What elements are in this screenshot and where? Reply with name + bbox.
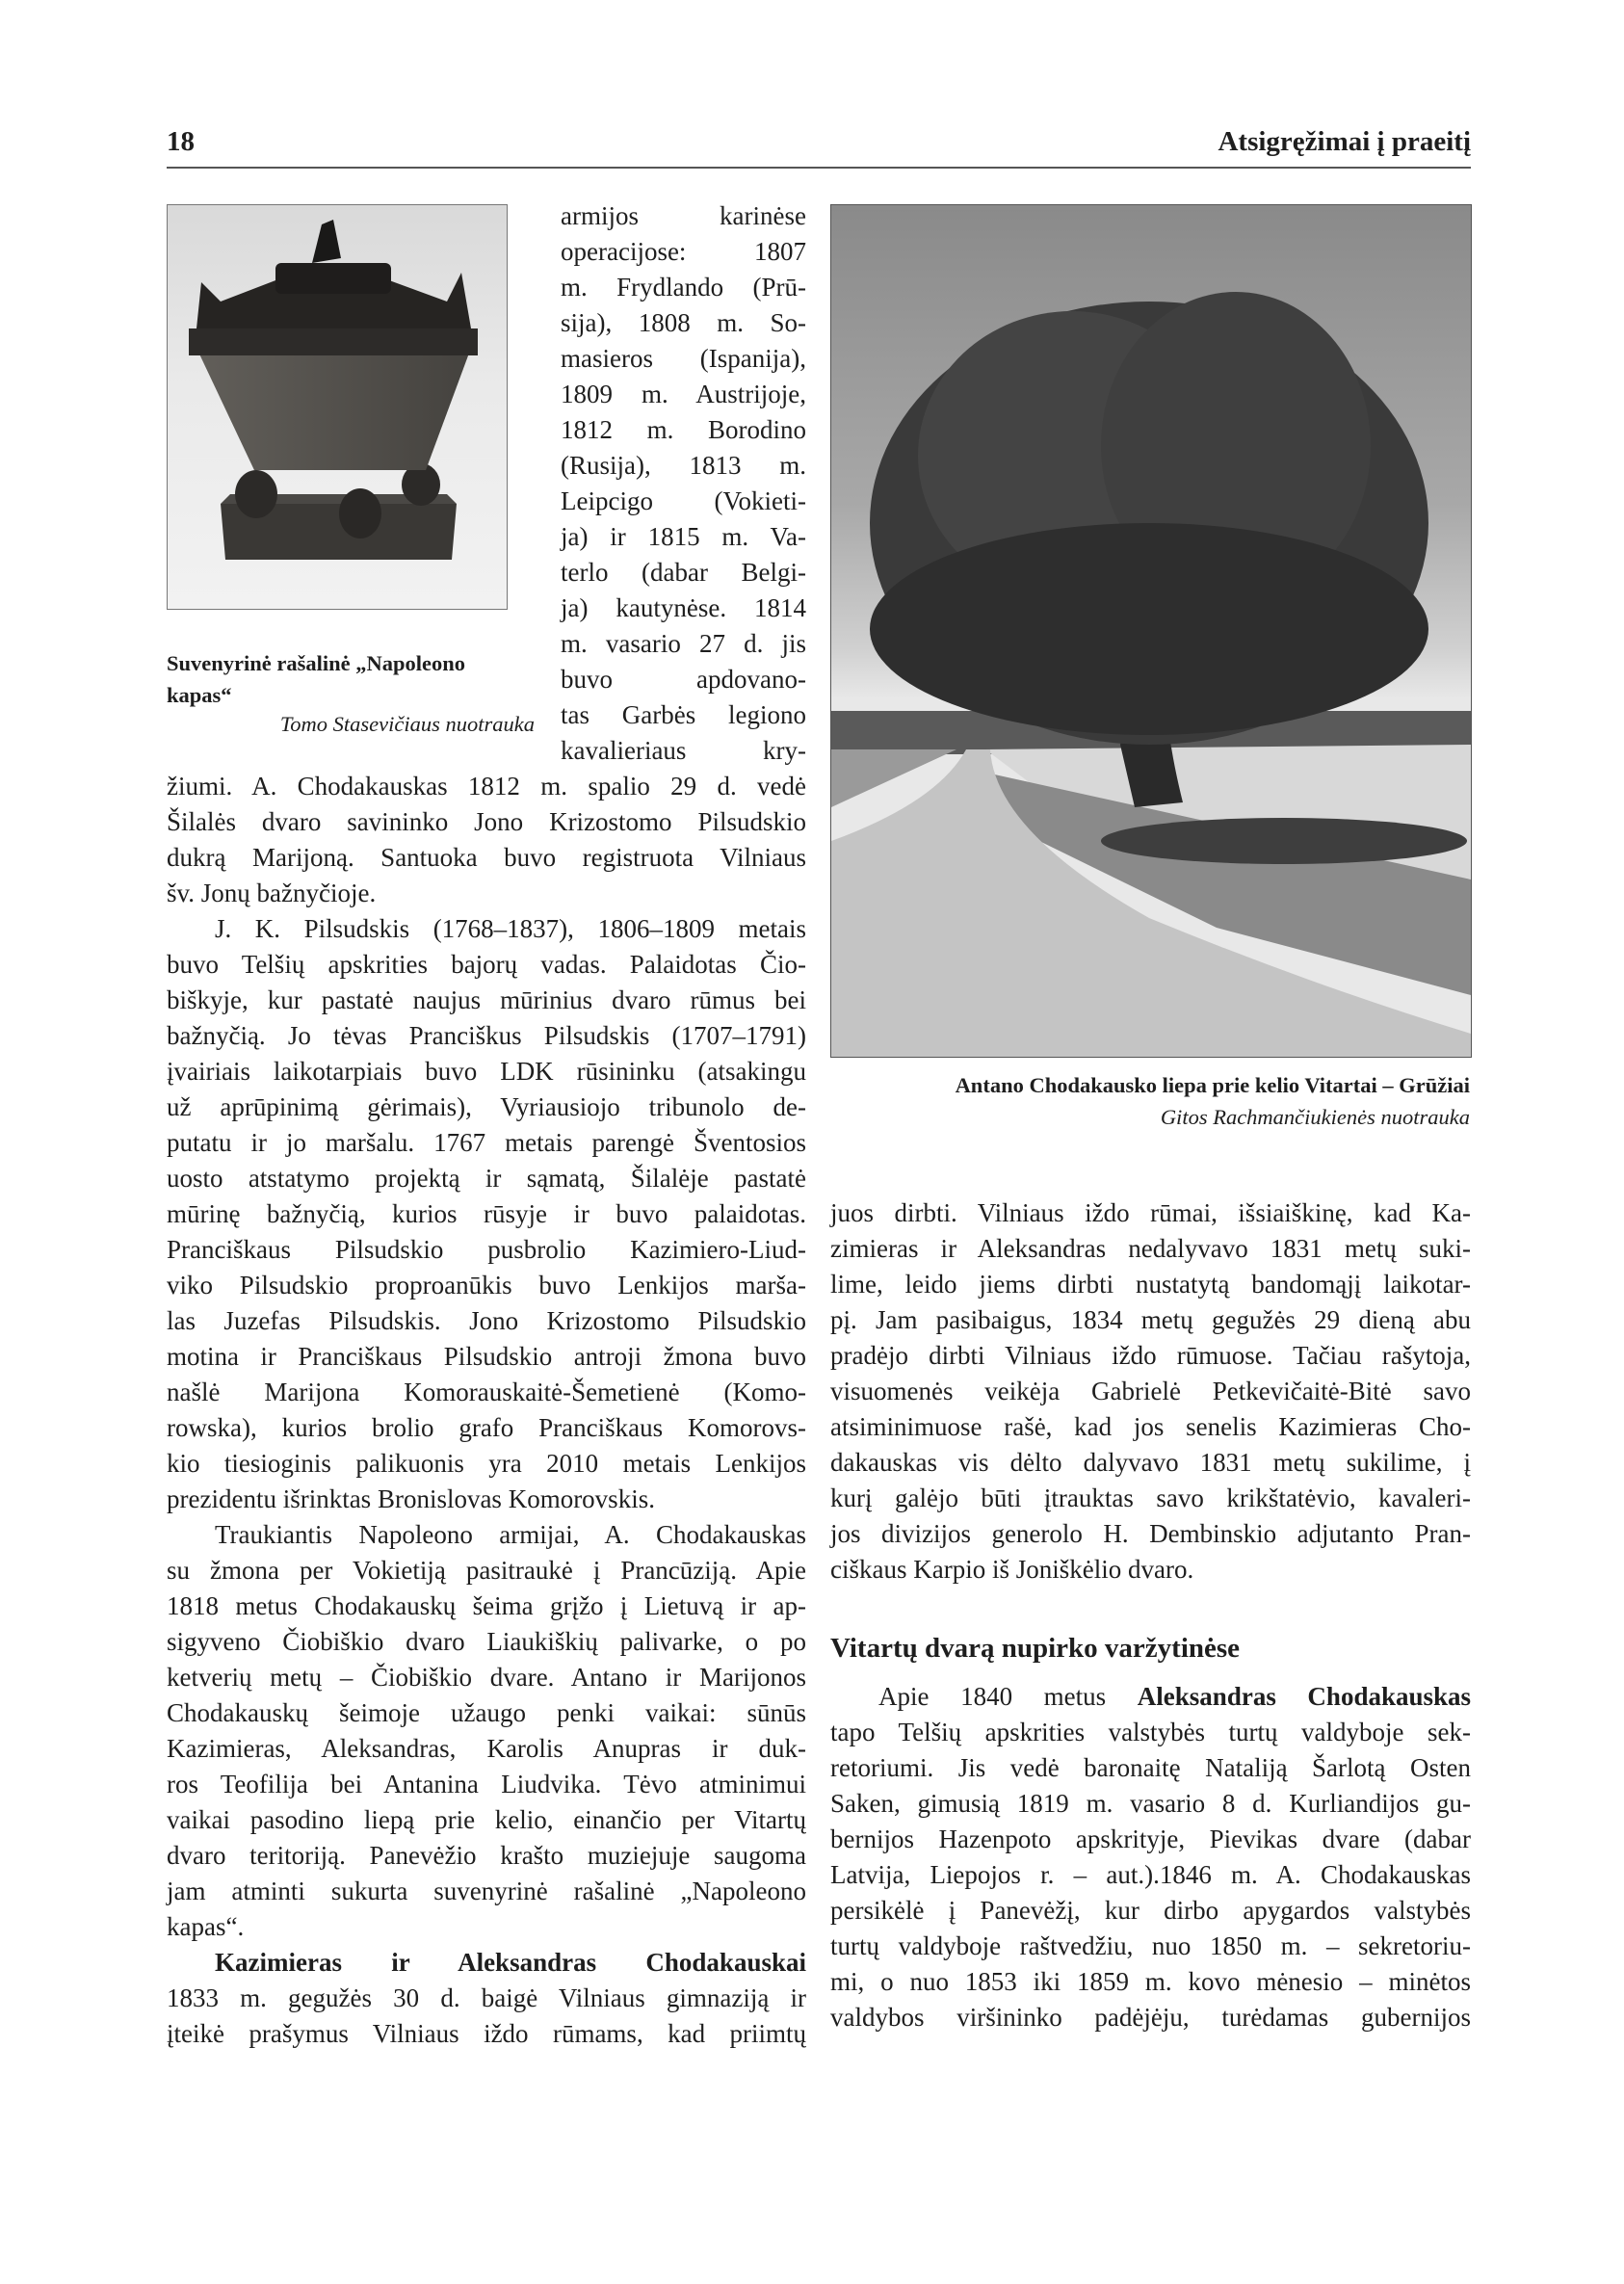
text-line: pį. Jam pasibaigus, 1834 metų gegužės 29 dieną abu	[830, 1305, 1471, 1334]
text-line: sigyveno Čiobiškio dvaro Liaukiškių palivarke, o po	[167, 1627, 806, 1656]
text-line: ros Teofilija bei Antanina Liudvika. Tėvo atminimui	[167, 1770, 806, 1798]
text-line: įvairiais laikotarpiais buvo LDK rūsininku (atsakingu	[167, 1057, 806, 1086]
text-line: Šilalės dvaro savininko Jono Krizostomo Pilsudskio	[167, 807, 806, 836]
inkwell-image-icon	[168, 205, 507, 609]
text-line: kapas“.	[167, 1912, 245, 1941]
text-line: Traukiantis Napoleono armijai, A. Chodakauskas	[215, 1520, 806, 1549]
text-line: m. Frydlando (Prū-	[561, 273, 806, 302]
text-line: jam atminti sukurta suvenyrinė rašalinė „Napoleono	[167, 1877, 806, 1905]
text-line: m. vasario 27 d. jis	[561, 629, 806, 658]
text-line: su žmona per Vokietiją pasitraukė į Prancūziją. Apie	[167, 1556, 806, 1585]
text-line: našlė Marijona Komorauskaitė-Šemetienė (Komo-	[167, 1378, 806, 1406]
section-lead-line	[878, 1679, 1471, 1715]
text-line: juos dirbti. Vilniaus iždo rūmai, išsiaiškinę, kad Ka-	[830, 1198, 1471, 1227]
text-line: 1833 m. gegužės 30 d. baigė Vilniaus gimnaziją ir	[167, 1983, 806, 2012]
text-line: Saken, gimusią 1819 m. vasario 8 d. Kurliandijos gu-	[830, 1789, 1471, 1818]
text-line: Chodakauskų šeimoje užaugo penki vaikai: sūnūs	[167, 1698, 806, 1727]
text-line: prezidentu išrinktas Bronislovas Komorovskis.	[167, 1484, 655, 1513]
text-line: motina ir Pranciškaus Pilsudskio antroji žmona buvo	[167, 1342, 806, 1371]
text-line: buvo Telšių apskrities bajorų vadas. Palaidotas Čio-	[167, 950, 806, 979]
tree-caption-title: Antano Chodakausko liepa prie kelio Vitartai – Grūžiai	[955, 1073, 1470, 1097]
inkwell-photo	[167, 204, 508, 610]
section-heading: Vitartų dvarą nupirko varžytinėse	[830, 1633, 1241, 1664]
bold-lead-names: Kazimieras ir Aleksandras Chodakauskai	[215, 1948, 806, 1977]
text-line: kavalieriaus kry-	[561, 736, 806, 765]
text-line: dakauskas vis dėlto dalyvavo 1831 metų sukilime, į	[830, 1448, 1471, 1477]
text-line: armijos karinėse	[561, 201, 806, 230]
text-line: Pranciškaus Pilsudskio pusbrolio Kazimiero-Liud-	[167, 1235, 806, 1264]
text-line: Kazimieras, Aleksandras, Karolis Anupras ir duk-	[167, 1734, 806, 1763]
text-line: valdybos viršininko padėjėju, turėdamas gubernijos	[830, 2003, 1471, 2032]
text-line: bažnyčią. Jo tėvas Pranciškus Pilsudskis (1707–1791)	[167, 1021, 806, 1050]
text-line: ja) ir 1815 m. Va-	[561, 522, 806, 551]
lead-text: Apie 1840 metus	[878, 1682, 1107, 1711]
text-line: J. K. Pilsudskis (1768–1837), 1806–1809 metais	[215, 914, 806, 943]
inkwell-photo-credit: Tomo Stasevičiaus nuotrauka	[279, 712, 535, 736]
text-line: mūrinę bažnyčią, kurios rūsyje ir buvo palaidotas.	[167, 1199, 806, 1228]
tree-photo-credit: Gitos Rachmančiukienės nuotrauka	[1160, 1105, 1470, 1129]
text-line: persikėlė į Panevėžį, kur dirbo apygardos valstybės	[830, 1896, 1471, 1925]
text-line: už aprūpinimą gėrimais), Vyriausiojo tribunolo de-	[167, 1092, 806, 1121]
text-line: Leipcigo (Vokieti-	[561, 486, 806, 515]
text-line: kio tiesioginis palikuonis yra 2010 metais Lenkijos	[167, 1449, 806, 1478]
text-line: uosto atstatymo projektą ir sąmatą, Šilalėje pastatė	[167, 1164, 806, 1193]
text-line: biškyje, kur pastatė naujus mūrinius dvaro rūmus bei	[167, 985, 806, 1014]
text-line: terlo (dabar Belgi-	[561, 558, 806, 587]
text-line: atsiminimuose rašė, kad jos senelis Kazimieras Cho-	[830, 1412, 1471, 1441]
text-line: dvaro teritoriją. Panevėžio krašto muziejuje saugoma	[167, 1841, 806, 1870]
text-line: visuomenės veikėja Gabrielė Petkevičaitė-Bitė savo	[830, 1377, 1471, 1405]
page-number: 18	[167, 126, 195, 157]
text-line: bernijos Hazenpoto apskrityje, Pievikas dvare (dabar	[830, 1825, 1471, 1853]
text-line: vaikai pasodino liepą prie kelio, einančio per Vitartų	[167, 1805, 806, 1834]
text-line: las Juzefas Pilsudskis. Jono Krizostomo Pilsudskio	[167, 1306, 806, 1335]
text-line: kurį galėjo būti įtrauktas savo krikštatėvio, kavaleri-	[830, 1483, 1471, 1512]
header-divider	[167, 167, 1471, 169]
text-line: turtų valdyboje raštvedžiu, nuo 1850 m. – sekretoriu-	[830, 1931, 1471, 1960]
text-line: jos divizijos generolo H. Dembinskio adjutanto Pran-	[830, 1519, 1471, 1548]
bold-name: Aleksandras Chodakauskas	[1137, 1682, 1472, 1711]
text-line: rowska), kurios brolio grafo Pranciškaus Komorovs-	[167, 1413, 806, 1442]
text-line: žiumi. A. Chodakauskas 1812 m. spalio 29 d. vedė	[167, 772, 806, 801]
running-title: Atsigręžimai į praeitį	[1218, 126, 1471, 157]
text-line: pradėjo dirbti Vilniaus iždo rūmuose. Tačiau rašytoja,	[830, 1341, 1471, 1370]
text-line: viko Pilsudskio proproanūkis buvo Lenkijos marša-	[167, 1271, 806, 1300]
linden-tree-photo	[830, 204, 1472, 1058]
text-line: tas Garbės legiono	[561, 700, 806, 729]
text-line: (Rusija), 1813 m.	[561, 451, 806, 480]
text-line: šv. Jonų bažnyčioje.	[167, 879, 377, 907]
text-line: dukrą Marijoną. Santuoka buvo registruota Vilniaus	[167, 843, 806, 872]
text-line: retoriumi. Jis vedė baronaitę Nataliją Šarlotą Osten	[830, 1753, 1471, 1782]
text-line: ketverių metų – Čiobiškio dvare. Antano ir Marijonos	[167, 1663, 806, 1692]
text-line: buvo apdovano-	[561, 665, 806, 694]
text-line: tapo Telšių apskrities valstybės turtų valdyboje sek-	[830, 1718, 1471, 1746]
text-line: sija), 1808 m. So-	[561, 308, 806, 337]
text-line: 1818 metus Chodakauskų šeima grįžo į Lietuvą ir ap-	[167, 1591, 806, 1620]
text-line: lime, leido jiems dirbti nustatytą bandomąjį laikotar-	[830, 1270, 1471, 1299]
text-line: masieros (Ispanija),	[561, 344, 806, 373]
text-line: operacijose: 1807	[561, 237, 806, 266]
text-line: putatu ir jo maršalu. 1767 metais parengė Šventosios	[167, 1128, 806, 1157]
text-line: 1809 m. Austrijoje,	[561, 380, 806, 408]
text-line: įteikė prašymus Vilniaus iždo rūmams, kad priimtų	[167, 2019, 806, 2048]
text-line: 1812 m. Borodino	[561, 415, 806, 444]
text-line: mi, o nuo 1853 iki 1859 m. kovo mėnesio – minėtos	[830, 1967, 1471, 1996]
text-line: Latvija, Liepojos r. – aut.).1846 m. A. Chodakauskas	[830, 1860, 1471, 1889]
text-line: ciškaus Karpio iš Joniškėlio dvaro.	[830, 1555, 1194, 1584]
tree-road-image-icon	[831, 205, 1471, 1057]
inkwell-caption-title: Suvenyrinė rašalinė „Napoleono kapas“	[167, 651, 466, 707]
text-line: ja) kautynėse. 1814	[561, 593, 806, 622]
text-line: zimieras ir Aleksandras nedalyvavo 1831 metų suki-	[830, 1234, 1471, 1263]
